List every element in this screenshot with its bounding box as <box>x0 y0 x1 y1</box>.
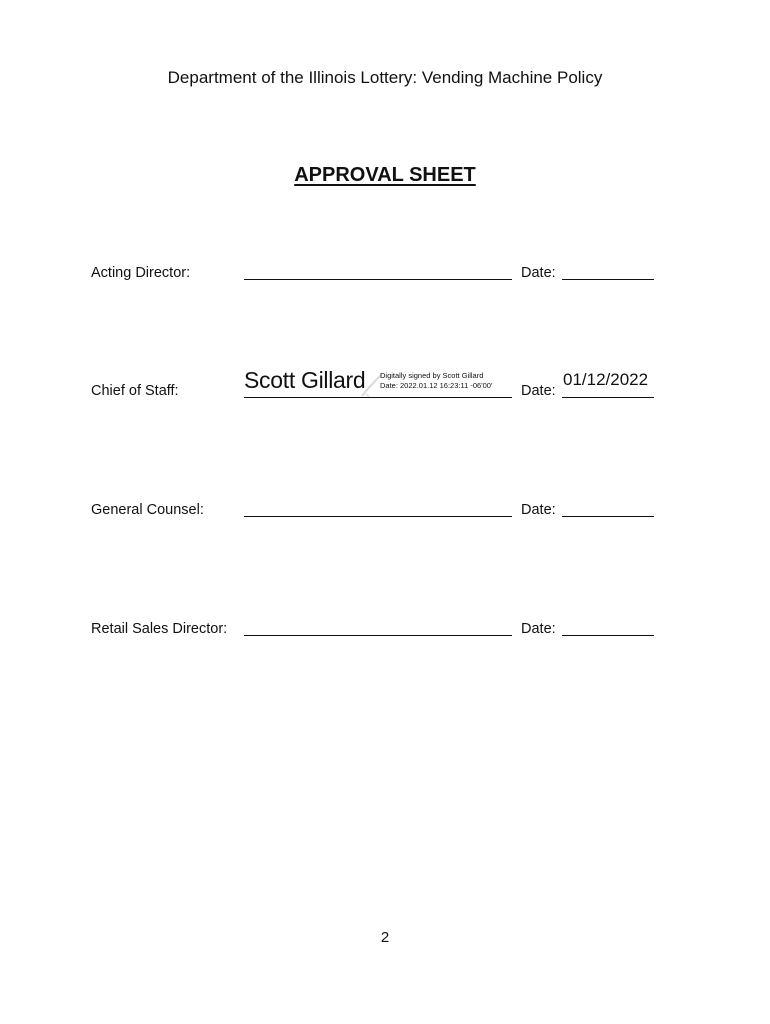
digital-signature-line-2: Date: 2022.01.12 16:23:11 -06'00' <box>380 380 493 390</box>
approval-row-retail-sales-director <box>0 596 770 656</box>
approval-sheet-title: APPROVAL SHEET <box>294 164 476 186</box>
date-line[interactable] <box>562 397 654 398</box>
role-label: Chief of Staff: <box>91 383 179 399</box>
signature-name: Scott Gillard <box>244 367 366 393</box>
approval-row-chief-of-staff <box>0 358 770 418</box>
date-label: Date: <box>521 265 556 281</box>
date-label: Date: <box>521 621 556 637</box>
signature-line[interactable] <box>244 635 512 636</box>
date-line[interactable] <box>562 279 654 280</box>
date-value: 01/12/2022 <box>563 370 649 389</box>
approval-row-acting-director <box>0 240 770 300</box>
signature-line[interactable] <box>244 279 512 280</box>
date-label: Date: <box>521 502 556 518</box>
approval-row-general-counsel <box>0 477 770 537</box>
page-number: 2 <box>380 929 390 946</box>
date-label: Date: <box>521 383 556 399</box>
date-line[interactable] <box>562 635 654 636</box>
role-label: Retail Sales Director: <box>91 621 228 637</box>
digital-signature-line-1: Digitally signed by Scott Gillard <box>380 371 484 380</box>
role-label: General Counsel: <box>91 502 204 518</box>
role-label: Acting Director: <box>91 265 191 281</box>
date-line[interactable] <box>562 516 654 517</box>
signature-line[interactable] <box>244 397 512 398</box>
digital-signature-details <box>380 371 492 390</box>
signature-line[interactable] <box>244 516 512 517</box>
page-header-title: Department of the Illinois Lottery: Vending Machine Policy <box>167 68 603 87</box>
